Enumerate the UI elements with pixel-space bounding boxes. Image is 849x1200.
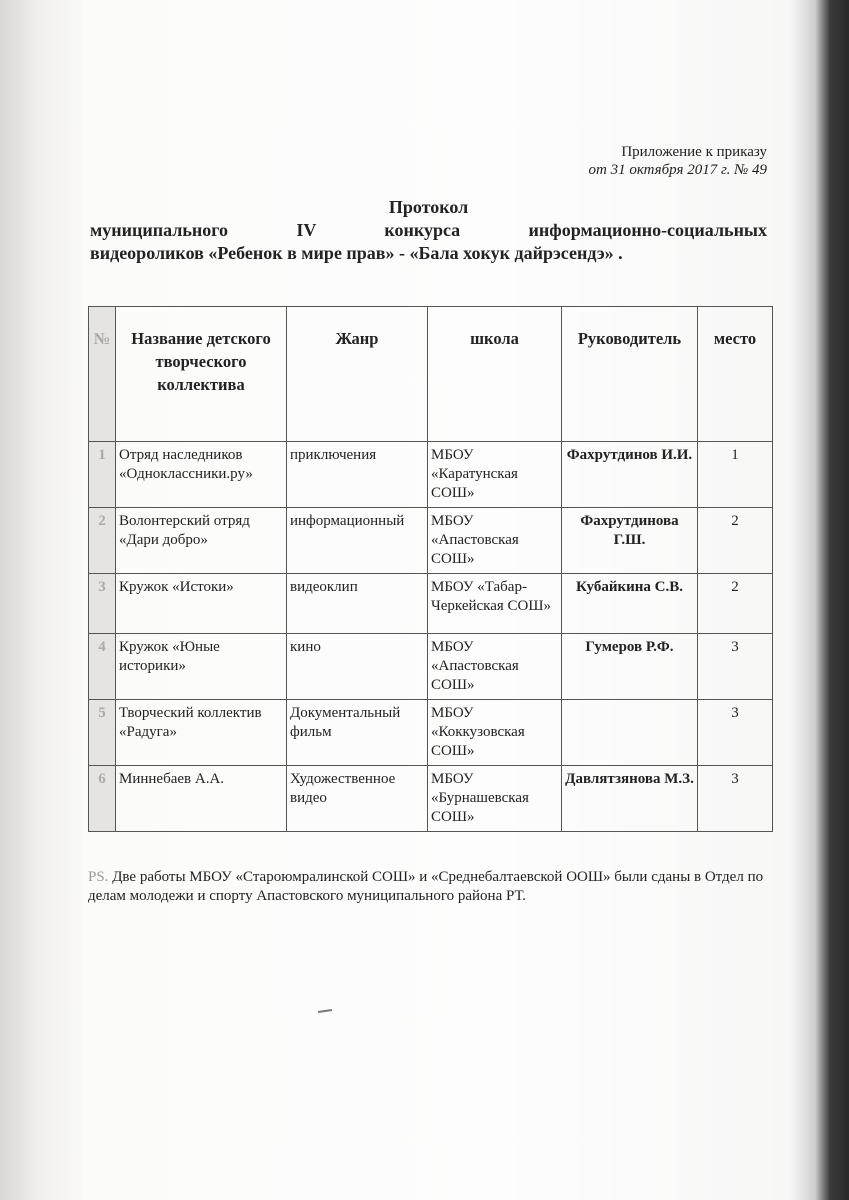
table-row: [89, 766, 773, 832]
school-cell: МБОУ «Коккузовская СОШ»: [428, 700, 562, 766]
school-cell: МБОУ «Апастовская СОШ»: [428, 634, 562, 700]
results-table: [88, 306, 773, 832]
collective-name-cell: Отряд наследников «Одноклассники.ру»: [116, 442, 287, 508]
title-line: муниципального IV конкурса информационно-социальных: [90, 220, 767, 240]
collective-name-cell: Кружок «Истоки»: [116, 574, 287, 634]
place-cell: 3: [698, 634, 773, 700]
order-reference: от 31 октября 2017 г. № 49: [588, 162, 767, 178]
document-title: [90, 196, 767, 265]
header-genre: Жанр: [287, 307, 428, 442]
place-cell: 2: [698, 574, 773, 634]
title-line: видеороликов «Ребенок в мире прав» - «Бала хокук дайрэсендэ» .: [90, 243, 623, 263]
genre-cell: видеоклип: [287, 574, 428, 634]
row-number-cell: 6: [89, 766, 116, 832]
genre-cell: Документальный фильм: [287, 700, 428, 766]
genre-cell: кино: [287, 634, 428, 700]
genre-cell: приключения: [287, 442, 428, 508]
row-number-cell: 2: [89, 508, 116, 574]
leader-cell: Фахрутдинова Г.Ш.: [562, 508, 698, 574]
genre-cell: Художественное видео: [287, 766, 428, 832]
leader-cell: [562, 700, 698, 766]
table-row: [89, 508, 773, 574]
content-flow: [88, 306, 788, 906]
scan-mark: [318, 1009, 332, 1013]
header-school: школа: [428, 307, 562, 442]
header-place: место: [698, 307, 773, 442]
appendix-note: [588, 143, 767, 179]
leader-cell: Кубайкина С.В.: [562, 574, 698, 634]
place-cell: 2: [698, 508, 773, 574]
school-cell: МБОУ «Табар-Черкейская СОШ»: [428, 574, 562, 634]
table-row: [89, 574, 773, 634]
place-cell: 1: [698, 442, 773, 508]
title-heading: Протокол: [388, 197, 469, 217]
school-cell: МБОУ «Каратунская СОШ»: [428, 442, 562, 508]
table-row: [89, 442, 773, 508]
collective-name-cell: Миннебаев А.А.: [116, 766, 287, 832]
row-number-cell: 1: [89, 442, 116, 508]
table-row: [89, 634, 773, 700]
header-number: №: [89, 307, 116, 442]
place-cell: 3: [698, 766, 773, 832]
collective-name-cell: Волонтерский отряд «Дари добро»: [116, 508, 287, 574]
collective-name-cell: Творческий коллектив «Радуга»: [116, 700, 287, 766]
genre-cell: информационный: [287, 508, 428, 574]
header-name: Название детского творческого коллектива: [116, 307, 287, 442]
appendix-line: Приложение к приказу: [621, 144, 767, 160]
place-cell: 3: [698, 700, 773, 766]
leader-cell: Давлятзянова М.З.: [562, 766, 698, 832]
school-cell: МБОУ «Бурнашевская СОШ»: [428, 766, 562, 832]
header-leader: Руководитель: [562, 307, 698, 442]
row-number-cell: 3: [89, 574, 116, 634]
ps-text: Две работы МБОУ «Староюмралинской СОШ» и «Среднебалтаевской ООШ» были сданы в Отдел по делам молодежи и спорту Апастовского муниципального района РТ.: [88, 869, 764, 904]
collective-name-cell: Кружок «Юные историки»: [116, 634, 287, 700]
table-header-row: [89, 307, 773, 442]
leader-cell: Фахрутдинов И.И.: [562, 442, 698, 508]
school-cell: МБОУ «Апастовская СОШ»: [428, 508, 562, 574]
leader-cell: Гумеров Р.Ф.: [562, 634, 698, 700]
ps-label: PS.: [88, 869, 109, 885]
postscript: [88, 868, 788, 906]
row-number-cell: 4: [89, 634, 116, 700]
row-number-cell: 5: [89, 700, 116, 766]
table-row: [89, 700, 773, 766]
